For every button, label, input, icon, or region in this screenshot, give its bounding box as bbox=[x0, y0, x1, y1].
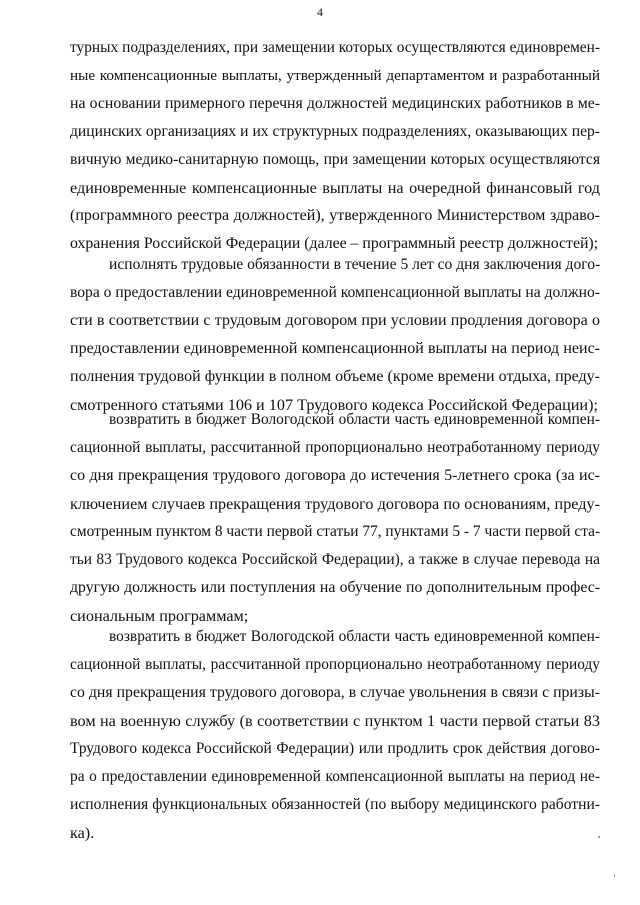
text-line: вичную медико-санитарную помощь, при замещении которых осуществляются bbox=[70, 151, 600, 168]
text-line: смотренного статьями 106 и 107 Трудового кодекса Российской Федерации); bbox=[70, 396, 598, 414]
text-line: Трудового кодекса Российской Федерации) или продлить срок действия догово- bbox=[70, 740, 600, 757]
text-line: смотренным пунктом 8 части первой статьи 77, пунктами 5 - 7 части первой ста- bbox=[70, 523, 601, 540]
text-line: (программного реестра должностей), утвержденного Министерством здраво- bbox=[70, 207, 600, 224]
text-line: вора о предоставлении единовременной компенсационной выплаты на должно- bbox=[70, 284, 600, 301]
text-line: со дня прекращения трудового договора, в случае увольнения в связи с призы- bbox=[70, 684, 600, 701]
text-line: тьи 83 Трудового кодекса Российской Федерации), а также в случае перевода на bbox=[70, 551, 600, 568]
text-line: другую должность или поступления на обучение по дополнительным профес- bbox=[70, 579, 600, 596]
text-line: ка). bbox=[70, 824, 95, 842]
text-line: ные компенсационные выплаты, утвержденный департаментом и разработанный bbox=[70, 67, 600, 84]
scan-speck bbox=[598, 836, 600, 838]
text-line: единовременные компенсационные выплаты на очередной финансовый год bbox=[70, 179, 600, 197]
page-number: 4 bbox=[317, 5, 323, 19]
text-line: исполнять трудовые обязанности в течение 5 лет со дня заключения дого- bbox=[109, 256, 601, 273]
paragraph-3 bbox=[70, 406, 600, 630]
text-line: ключением случаев прекращения трудового договора по основаниям, преду- bbox=[70, 495, 600, 513]
text-line: полнения трудовой функции в полном объеме (кроме времени отдыха, преду- bbox=[70, 368, 600, 385]
text-line: сационной выплаты, рассчитанной пропорционально неотработанному периоду bbox=[70, 656, 600, 673]
text-line: ра о предоставлении единовременной компенсационной выплаты на период не- bbox=[70, 768, 600, 785]
text-line: на основании примерного перечня должностей медицинских работников в ме- bbox=[70, 95, 600, 112]
text-line: турных подразделениях, при замещении которых осуществляются единовремен- bbox=[70, 39, 600, 56]
text-line: сти в соответствии с трудовым договором при условии продления договора о bbox=[70, 312, 600, 329]
text-line: дицинских организациях и их структурных подразделениях, оказывающих пер- bbox=[70, 123, 600, 140]
text-line: предоставлении единовременной компенсационной выплаты на период неис- bbox=[70, 340, 600, 357]
text-line: сационной выплаты, рассчитанной пропорционально неотработанному периоду bbox=[70, 439, 600, 456]
text-line: охранения Российской Федерации (далее – программный реестр должностей); bbox=[70, 235, 599, 252]
text-line: возвратить в бюджет Вологодской области часть единовременной компен- bbox=[109, 411, 600, 428]
text-line: сиональным программам; bbox=[70, 607, 249, 625]
paragraph-4 bbox=[70, 623, 600, 847]
text-line: со дня прекращения трудового договора до истечения 5-летнего срока (за ис- bbox=[70, 467, 600, 484]
text-line: возвратить в бюджет Вологодской области часть единовременной компен- bbox=[109, 628, 600, 645]
paragraph-2 bbox=[70, 251, 600, 419]
paragraph-1 bbox=[70, 34, 600, 258]
scan-speck bbox=[614, 874, 615, 877]
text-line: вом на военную службу (в соответствии с пунктом 1 части первой статьи 83 bbox=[70, 712, 600, 730]
text-line: исполнения функциональных обязанностей (по выбору медицинского работни- bbox=[70, 796, 600, 813]
